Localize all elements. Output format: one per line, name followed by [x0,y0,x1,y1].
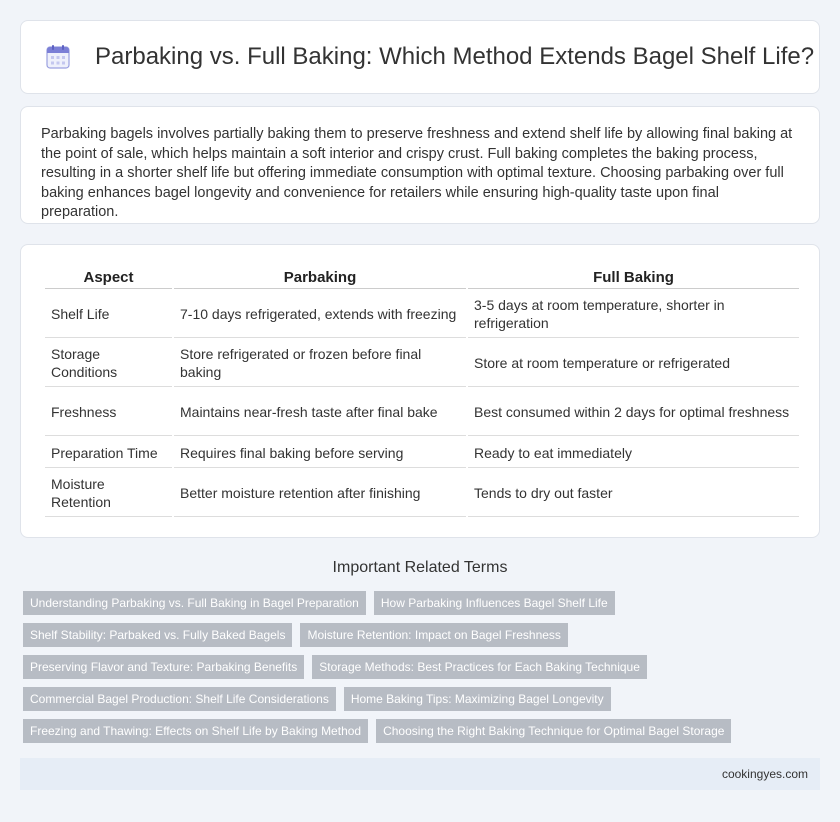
table-cell: Best consumed within 2 days for optimal freshness [468,389,799,436]
related-terms-title: Important Related Terms [332,559,508,576]
table-cell: Tends to dry out faster [468,470,799,517]
tag-row [23,655,783,679]
column-header: Full Baking [468,267,799,289]
tag-row [23,687,783,711]
footer [20,758,820,790]
related-term-tag[interactable]: Home Baking Tips: Maximizing Bagel Longevity [344,687,611,711]
intro-paragraph: Parbaking bagels involves partially baking them to preserve freshness and extend shelf life by allowing final baking at the point of sale, which helps maintain a soft interior and crispy crust. Full baking completes the baking process, resulting in a shorter shelf life but offering immediate consumption with optimal texture. Choosing parbaking over full baking enhances bagel longevity and convenience for retailers while ensuring high-quality taste upon final preparation. [41,126,793,221]
comparison-card [20,244,820,538]
column-header: Aspect [45,267,172,289]
table-row [45,340,799,387]
related-term-tag[interactable]: Understanding Parbaking vs. Full Baking in Bagel Preparation [23,591,366,615]
table-cell: Shelf Life [45,291,172,338]
tag-row [23,719,783,743]
table-cell: Freshness [45,389,172,436]
related-term-tag[interactable]: Storage Methods: Best Practices for Each Baking Technique [312,655,647,679]
table-cell: 3-5 days at room temperature, shorter in refrigeration [468,291,799,338]
intro-card [20,106,820,224]
table-cell: Better moisture retention after finishing [174,470,466,517]
tag-row [23,623,783,647]
comparison-table [43,265,801,519]
tag-row [23,591,783,615]
table-cell: Preparation Time [45,438,172,468]
table-cell: Store at room temperature or refrigerated [468,340,799,387]
page-title: Parbaking vs. Full Baking: Which Method Extends Bagel Shelf Life? [95,43,815,70]
related-term-tag[interactable]: How Parbaking Influences Bagel Shelf Life [374,591,615,615]
site-name[interactable]: cookingyes.com [721,767,808,781]
table-row [45,389,799,436]
related-term-tag[interactable]: Shelf Stability: Parbaked vs. Fully Baked Bagels [23,623,292,647]
table-row [45,470,799,517]
table-row [45,438,799,468]
related-term-tag[interactable]: Preserving Flavor and Texture: Parbaking Benefits [23,655,304,679]
table-cell: Requires final baking before serving [174,438,466,468]
related-term-tag[interactable]: Freezing and Thawing: Effects on Shelf Life by Baking Method [23,719,368,743]
related-term-tag[interactable]: Moisture Retention: Impact on Bagel Freshness [300,623,567,647]
table-cell: 7-10 days refrigerated, extends with freezing [174,291,466,338]
table-cell: Moisture Retention [45,470,172,517]
related-term-tag[interactable]: Choosing the Right Baking Technique for Optimal Bagel Storage [376,719,731,743]
table-row [45,291,799,338]
table-cell: Maintains near-fresh taste after final bake [174,389,466,436]
table-cell: Ready to eat immediately [468,438,799,468]
table-cell: Storage Conditions [45,340,172,387]
calendar-icon [45,44,71,70]
column-header: Parbaking [174,267,466,289]
related-term-tag[interactable]: Commercial Bagel Production: Shelf Life Considerations [23,687,336,711]
header-card [20,20,820,94]
table-cell: Store refrigerated or frozen before final baking [174,340,466,387]
table-header-row [45,267,799,289]
related-terms-list [23,591,783,751]
